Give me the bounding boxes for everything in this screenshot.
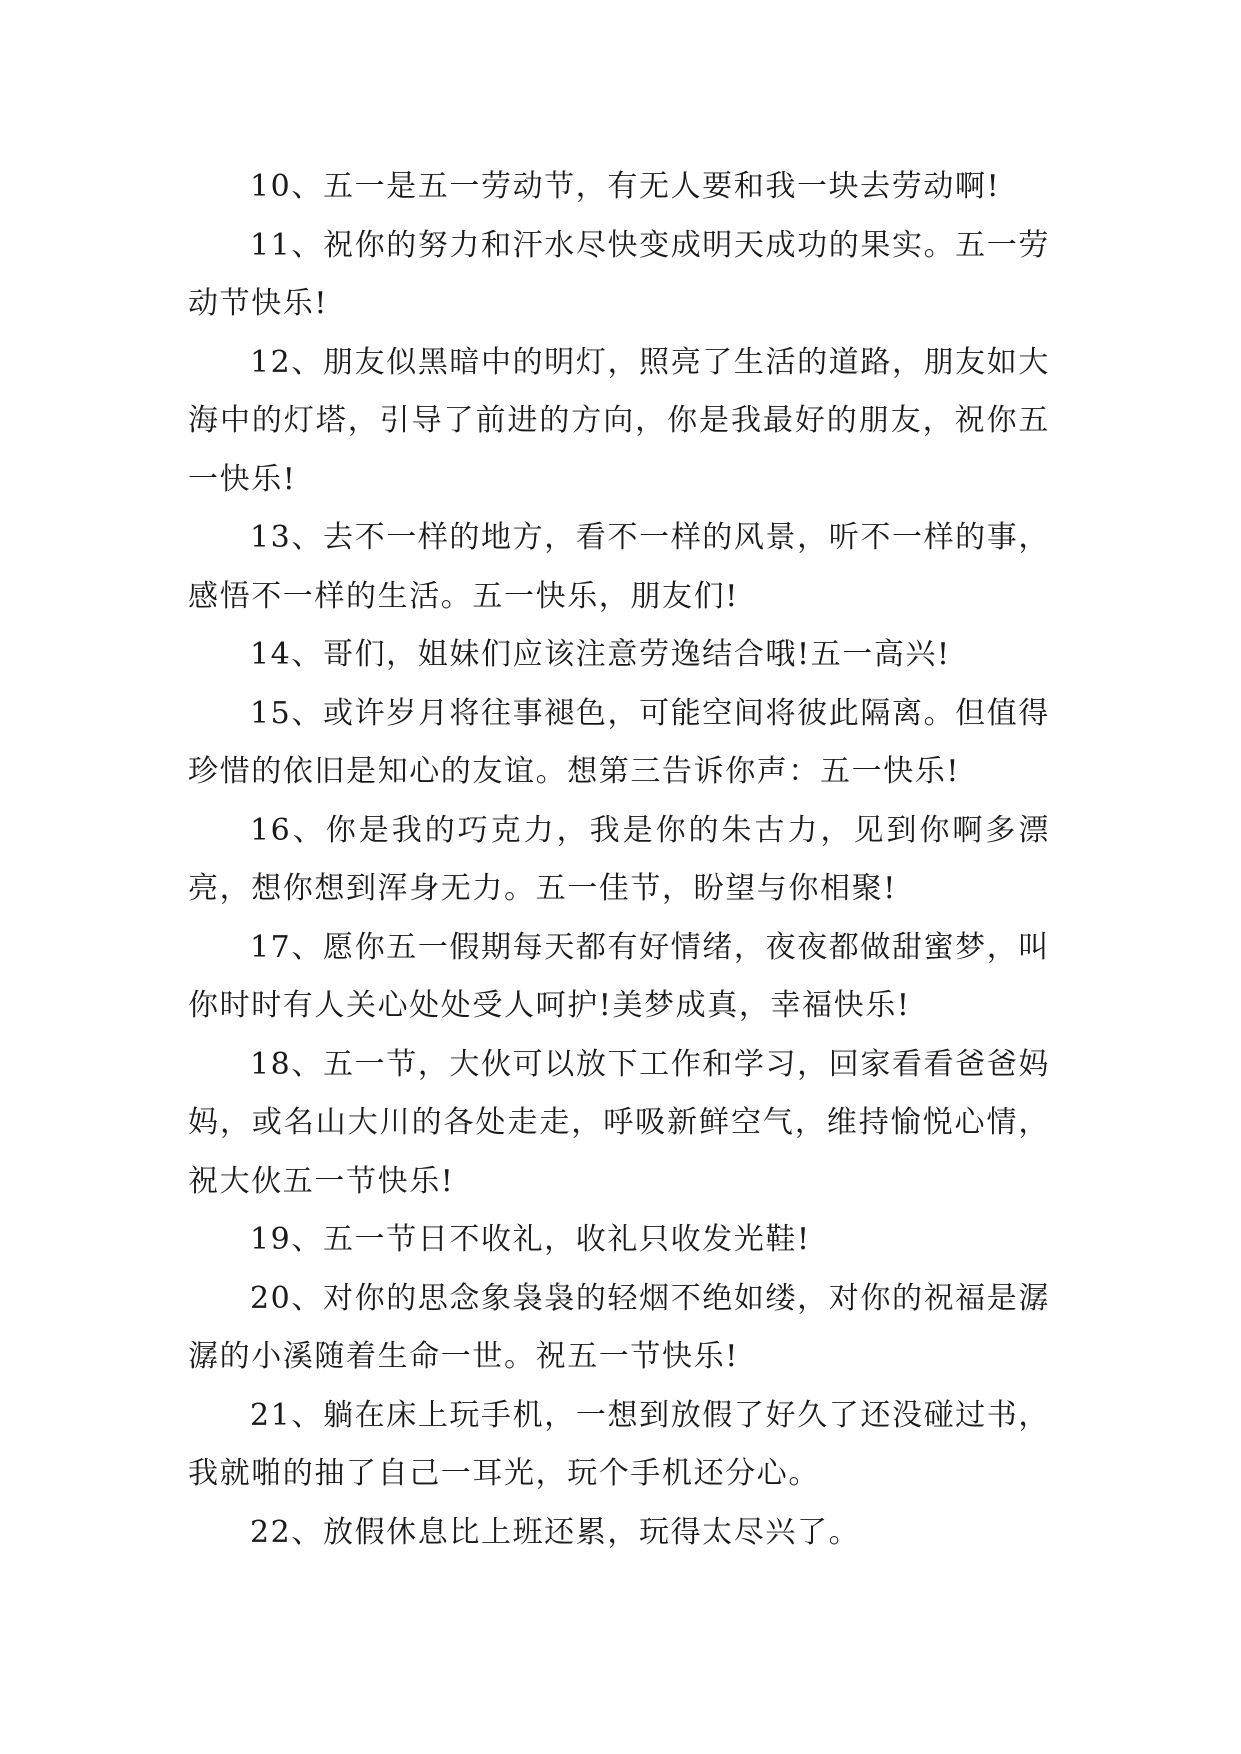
paragraph-15: 15、或许岁月将往事褪色，可能空间将彼此隔离。但值得珍惜的依旧是知心的友谊。想第三告诉你声：五一快乐! <box>188 695 1050 789</box>
paragraph-11: 11、祝你的努力和汗水尽快变成明天成功的果实。五一劳动节快乐! <box>188 227 1050 321</box>
paragraph-22: 22、放假休息比上班还累，玩得太尽兴了。 <box>250 1514 861 1550</box>
paragraph-14: 14、哥们，姐妹们应该注意劳逸结合哦!五一高兴! <box>250 637 951 672</box>
paragraph-17: 17、愿你五一假期每天都有好情绪，夜夜都做甜蜜梦，叫你时时有人关心处处受人呵护!美梦成真，幸福快乐! <box>188 929 1050 1023</box>
paragraph-10: 10、五一是五一劳动节，有无人要和我一块去劳动啊! <box>250 169 1001 204</box>
paragraph-18: 18、五一节，大伙可以放下工作和学习，回家看看爸爸妈妈，或名山大川的各处走走，呼吸新鲜空气，维持愉悦心情，祝大伙五一节快乐! <box>188 1046 1050 1199</box>
paragraph-13: 13、去不一样的地方，看不一样的风景，听不一样的事，感悟不一样的生活。五一快乐，朋友们! <box>188 520 1050 614</box>
paragraph-12: 12、朋友似黑暗中的明灯，照亮了生活的道路，朋友如大海中的灯塔，引导了前进的方向，你是我最好的朋友，祝你五一快乐! <box>188 344 1050 497</box>
paragraph-16: 16、你是我的巧克力，我是你的朱古力，见到你啊多漂亮，想你想到浑身无力。五一佳节，盼望与你相聚! <box>188 812 1050 906</box>
paragraph-20: 20、对你的思念象袅袅的轻烟不绝如缕，对你的祝福是潺潺的小溪随着生命一世。祝五一节快乐! <box>188 1280 1050 1374</box>
paragraph-19: 19、五一节日不收礼，收礼只收发光鞋! <box>250 1222 811 1257</box>
document-body <box>188 158 1050 1562</box>
paragraph-21: 21、躺在床上玩手机，一想到放假了好久了还没碰过书，我就啪的抽了自己一耳光，玩个手机还分心。 <box>188 1397 1050 1491</box>
